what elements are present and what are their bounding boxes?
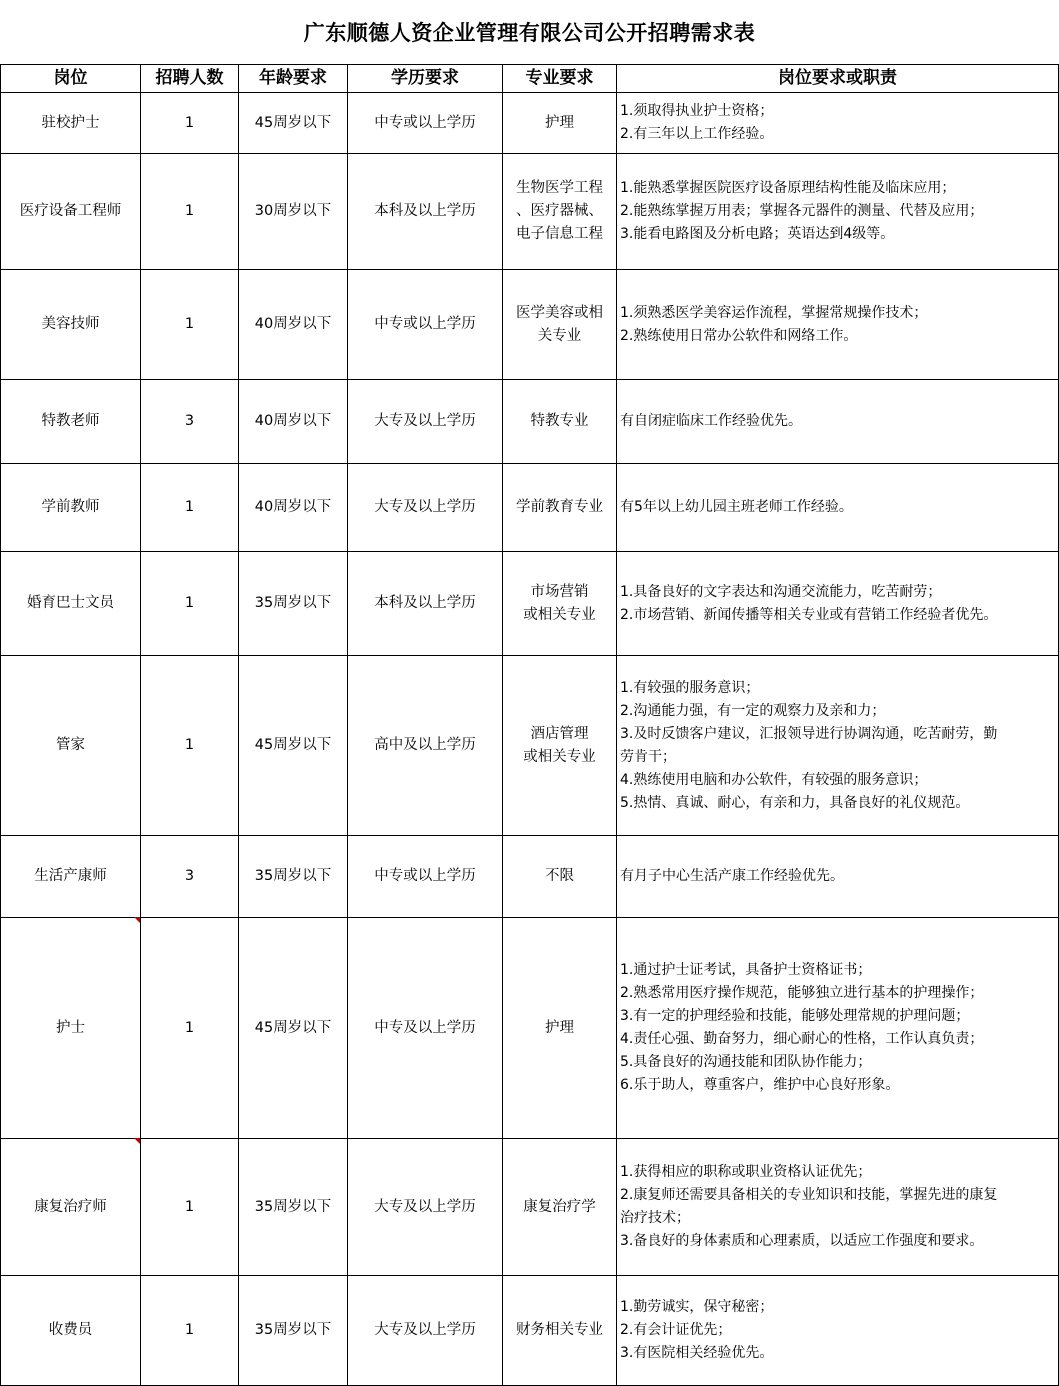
- table-row: [1, 154, 1059, 270]
- cell-position: 美容技师: [1, 270, 141, 380]
- duty-line: 1.勤劳诚实，保守秘密；: [620, 1299, 774, 1315]
- cell-position: 学前教师: [1, 464, 141, 552]
- cell-education: 大专及以上学历: [348, 380, 503, 464]
- cell-education: 中专或以上学历: [348, 836, 503, 918]
- major-line: 关专业: [537, 327, 582, 344]
- cell-duties: [617, 270, 1059, 380]
- duty-line: 劳肯干；: [620, 748, 676, 765]
- cell-major: [503, 464, 617, 552]
- cell-count: 1: [141, 918, 239, 1139]
- cell-age: 35周岁以下: [239, 836, 348, 918]
- major-line: 、医疗器械、: [516, 203, 603, 219]
- duty-line: 6.乐于助人，尊重客户，维护中心良好形象。: [620, 1077, 900, 1093]
- cell-major: [503, 1139, 617, 1276]
- cell-position: 医疗设备工程师: [1, 154, 141, 270]
- major-line: 财务相关专业: [516, 1322, 603, 1338]
- cell-duties: [617, 93, 1059, 154]
- duty-line: 1.须熟悉医学美容运作流程，掌握常规操作技术；: [620, 304, 928, 321]
- cell-position: 婚育巴士文员: [1, 552, 141, 656]
- cell-major: [503, 93, 617, 154]
- cell-age: 40周岁以下: [239, 270, 348, 380]
- cell-count: 1: [141, 1276, 239, 1386]
- cell-duties: [617, 1276, 1059, 1386]
- major-line: 护理: [545, 114, 574, 131]
- cell-major: [503, 656, 617, 836]
- cell-count: 1: [141, 270, 239, 380]
- cell-education: 大专及以上学历: [348, 1276, 503, 1386]
- duty-line: 2.熟练使用日常办公软件和网络工作。: [620, 327, 858, 344]
- cell-education: 中专或以上学历: [348, 270, 503, 380]
- table-row: [1, 552, 1059, 656]
- cell-position: 收费员: [1, 1276, 141, 1386]
- major-line: 护理: [545, 1019, 574, 1036]
- duty-line: 3.备良好的身体素质和心理素质，以适应工作强度和要求。: [620, 1233, 984, 1249]
- table-row: [1, 918, 1059, 1139]
- cell-major: [503, 836, 617, 918]
- table-row: [1, 1139, 1059, 1276]
- header-position: 岗位: [1, 65, 141, 93]
- duty-line: 5.热情、真诚、耐心，有亲和力，具备良好的礼仪规范。: [620, 794, 970, 811]
- table-row: [1, 836, 1059, 918]
- table-row: [1, 464, 1059, 552]
- duty-line: 5.具备良好的沟通技能和团队协作能力；: [620, 1054, 872, 1070]
- cell-major: [503, 1276, 617, 1386]
- cell-duties: [617, 656, 1059, 836]
- cell-duties: [617, 1139, 1059, 1276]
- header-age: 年龄要求: [239, 65, 348, 93]
- duty-line: 有自闭症临床工作经验优先。: [620, 413, 802, 429]
- cell-education: 中专或以上学历: [348, 93, 503, 154]
- cell-position: 驻校护士: [1, 93, 141, 154]
- duty-line: 3.有医院相关经验优先。: [620, 1345, 774, 1361]
- cell-age: 30周岁以下: [239, 154, 348, 270]
- major-line: 酒店管理: [530, 725, 589, 742]
- cell-age: 40周岁以下: [239, 380, 348, 464]
- duty-line: 4.责任心强、勤奋努力，细心耐心的性格，工作认真负责；: [620, 1031, 984, 1047]
- header-count: 招聘人数: [141, 65, 239, 93]
- header-major: 专业要求: [503, 65, 617, 93]
- major-line: 生物医学工程: [516, 180, 603, 196]
- cell-count: 1: [141, 93, 239, 154]
- duty-line: 2.市场营销、新闻传播等相关专业或有营销工作经验者优先。: [620, 606, 998, 623]
- duty-line: 2.能熟练掌握万用表；掌握各元器件的测量、代替及应用；: [620, 203, 984, 219]
- cell-position: 管家: [1, 656, 141, 836]
- cell-count: 1: [141, 656, 239, 836]
- cell-age: 35周岁以下: [239, 552, 348, 656]
- table-row: [1, 270, 1059, 380]
- duty-line: 1.通过护士证考试，具备护士资格证书；: [620, 962, 872, 978]
- cell-major: [503, 918, 617, 1139]
- duty-line: 3.能看电路图及分析电路；英语达到4级等。: [620, 226, 895, 242]
- major-line: 康复治疗学: [523, 1198, 596, 1215]
- sheet-title: 广东顺德人资企业管理有限公司公开招聘需求表: [303, 21, 756, 45]
- cell-major: [503, 552, 617, 656]
- cell-duties: [617, 836, 1059, 918]
- major-line: 电子信息工程: [516, 226, 603, 242]
- cell-count: 1: [141, 464, 239, 552]
- cell-age: 35周岁以下: [239, 1139, 348, 1276]
- cell-education: 高中及以上学历: [348, 656, 503, 836]
- duty-line: 1.须取得执业护士资格；: [620, 103, 774, 119]
- cell-position: 护士: [1, 918, 141, 1139]
- cell-age: 35周岁以下: [239, 1276, 348, 1386]
- duty-line: 有5年以上幼儿园主班老师工作经验。: [620, 499, 853, 515]
- table-row: [1, 656, 1059, 836]
- cell-count: 1: [141, 552, 239, 656]
- table-row: [1, 93, 1059, 154]
- major-line: 不限: [545, 868, 574, 884]
- major-line: 或相关专业: [523, 748, 596, 765]
- duty-line: 1.具备良好的文字表达和沟通交流能力，吃苦耐劳；: [620, 583, 942, 600]
- cell-position: 特教老师: [1, 380, 141, 464]
- cell-major: [503, 380, 617, 464]
- cell-duties: [617, 380, 1059, 464]
- cell-education: 中专及以上学历: [348, 918, 503, 1139]
- cell-major: [503, 154, 617, 270]
- duty-line: 3.及时反馈客户建议，汇报领导进行协调沟通，吃苦耐劳，勤: [620, 725, 998, 742]
- cell-position: 康复治疗师: [1, 1139, 141, 1276]
- duty-line: 4.熟练使用电脑和办公软件，有较强的服务意识；: [620, 771, 928, 788]
- cell-education: 本科及以上学历: [348, 154, 503, 270]
- cell-position: 生活产康师: [1, 836, 141, 918]
- cell-age: 45周岁以下: [239, 93, 348, 154]
- duty-line: 2.康复师还需要具备相关的专业知识和技能，掌握先进的康复: [620, 1187, 998, 1203]
- cell-education: 大专及以上学历: [348, 464, 503, 552]
- duty-line: 2.有三年以上工作经验。: [620, 126, 774, 142]
- cell-duties: [617, 552, 1059, 656]
- duty-line: 有月子中心生活产康工作经验优先。: [620, 868, 844, 884]
- cell-age: 40周岁以下: [239, 464, 348, 552]
- duty-line: 2.沟通能力强，有一定的观察力及亲和力；: [620, 702, 886, 719]
- header-row: [1, 65, 1059, 93]
- major-line: 或相关专业: [523, 606, 596, 623]
- cell-count: 1: [141, 1139, 239, 1276]
- major-line: 医学美容或相: [516, 304, 603, 321]
- header-duties: 岗位要求或职责: [617, 65, 1059, 93]
- cell-education: 本科及以上学历: [348, 552, 503, 656]
- comment-marker: [134, 917, 140, 923]
- table-row: [1, 380, 1059, 464]
- duty-line: 3.有一定的护理经验和技能，能够处理常规的护理问题；: [620, 1008, 970, 1024]
- duty-line: 1.获得相应的职称或职业资格认证优先；: [620, 1164, 872, 1180]
- duty-line: 治疗技术；: [620, 1210, 690, 1226]
- duty-line: 2.熟悉常用医疗操作规范，能够独立进行基本的护理操作；: [620, 985, 984, 1001]
- cell-count: 3: [141, 836, 239, 918]
- header-education: 学历要求: [348, 65, 503, 93]
- cell-count: 1: [141, 154, 239, 270]
- duty-line: 1.能熟悉掌握医院医疗设备原理结构性能及临床应用；: [620, 180, 956, 196]
- duty-line: 2.有会计证优先；: [620, 1322, 732, 1338]
- major-line: 学前教育专业: [516, 499, 603, 515]
- cell-duties: [617, 464, 1059, 552]
- cell-major: [503, 270, 617, 380]
- cell-count: 3: [141, 380, 239, 464]
- comment-marker: [134, 1138, 140, 1144]
- duty-line: 1.有较强的服务意识；: [620, 679, 760, 696]
- recruitment-table: [0, 64, 1059, 1386]
- cell-duties: [617, 154, 1059, 270]
- table-row: [1, 1276, 1059, 1386]
- cell-age: 45周岁以下: [239, 918, 348, 1139]
- major-line: 市场营销: [530, 583, 589, 600]
- major-line: 特教专业: [530, 413, 589, 429]
- cell-education: 大专及以上学历: [348, 1139, 503, 1276]
- cell-age: 45周岁以下: [239, 656, 348, 836]
- cell-duties: [617, 918, 1059, 1139]
